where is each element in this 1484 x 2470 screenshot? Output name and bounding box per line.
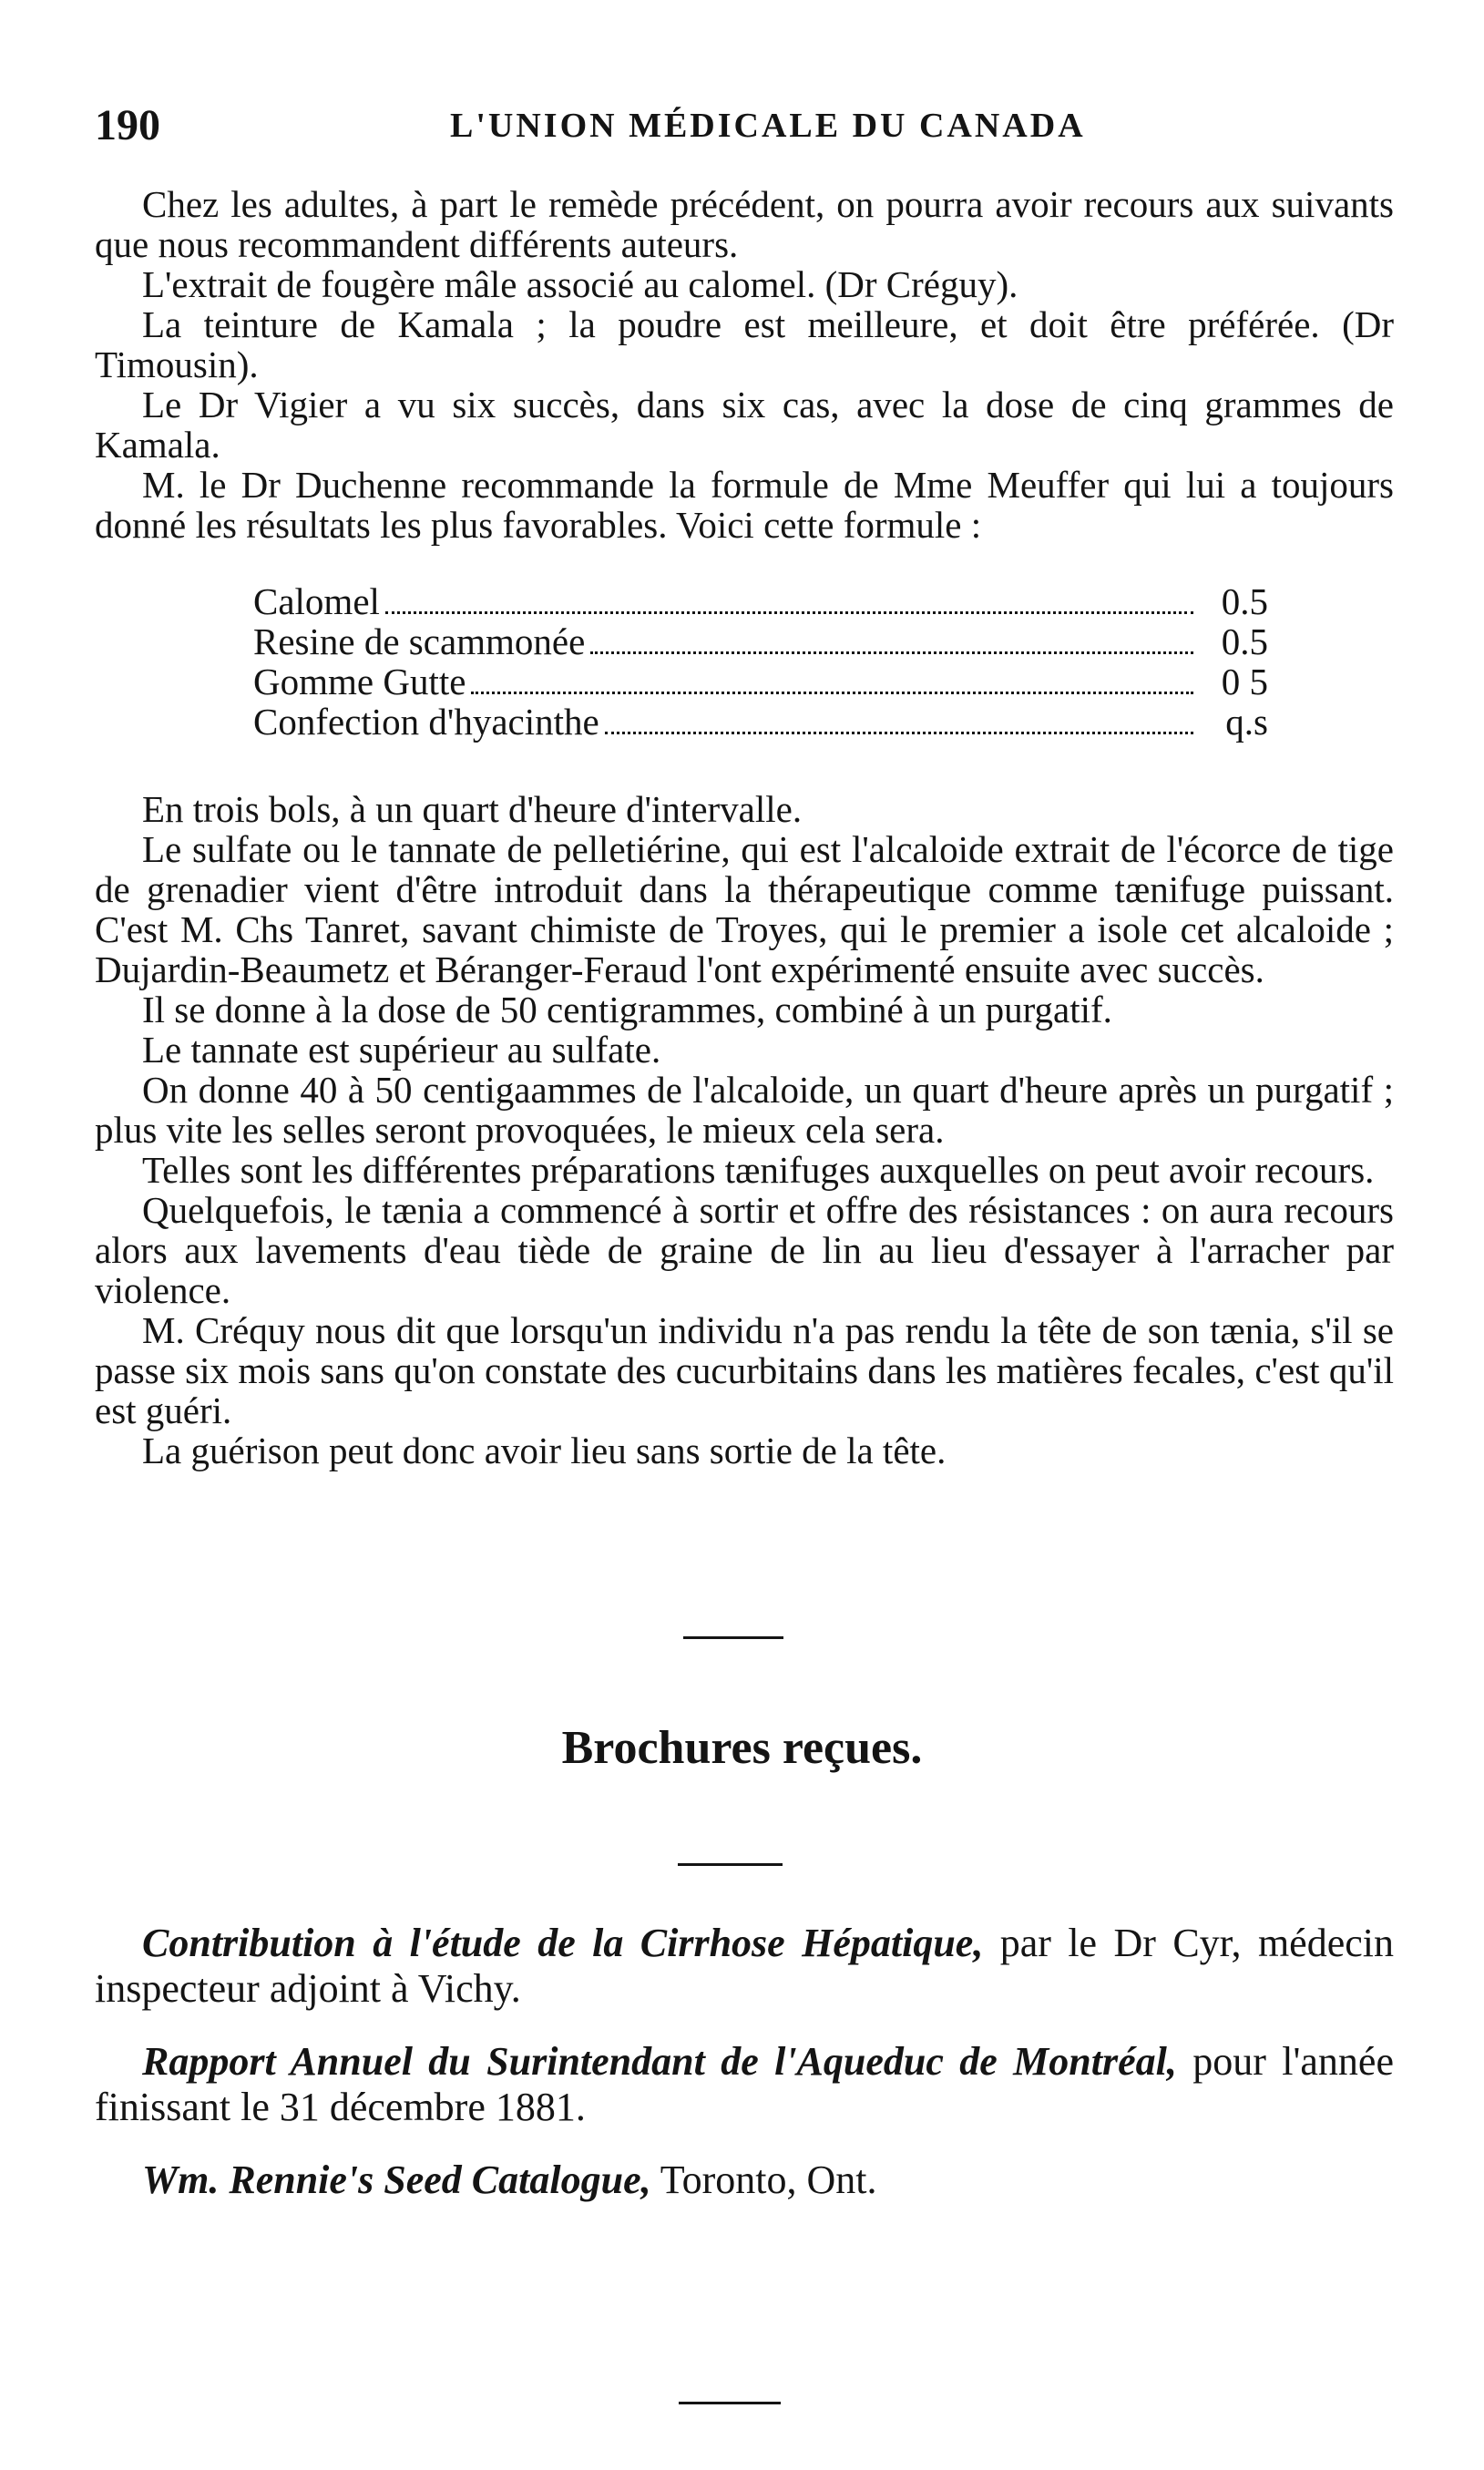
formula-ingredient: Resine de scammonée — [253, 620, 586, 662]
brochure-title: Wm. Rennie's Seed Catalogue, — [142, 2157, 651, 2202]
paragraph: Il se donne à la dose de 50 centigrammes, combiné à un purgatif. — [142, 989, 1112, 1030]
paragraph: Telles sont les différentes préparations tænifuges auxquelles on peut avoir recours. — [142, 1149, 1375, 1191]
formula-row — [253, 702, 1268, 742]
paragraph: En trois bols, à un quart d'heure d'intervalle. — [142, 788, 803, 830]
dot-leader — [590, 651, 1193, 654]
section-divider — [683, 1636, 783, 1639]
paragraph: M. le Dr Duchenne recommande la formule de Mme Meuffer qui lui a toujours donné les résultats les plus favorables. Voici cette formule : — [95, 464, 1394, 546]
brochure-entry — [95, 1921, 1394, 2012]
paragraph: Le Dr Vigier a vu six succès, dans six cas, avec la dose de cinq grammes de Kamala. — [95, 384, 1394, 466]
brochure-details: Toronto, Ont. — [650, 2157, 877, 2202]
running-head: L'UNION MÉDICALE DU CANADA — [450, 107, 1086, 145]
section-title: Brochures reçues. — [561, 1722, 923, 1774]
paragraph: Le sulfate ou le tannate de pelletiérine, qui est l'alcaloide extrait de l'écorce de tige de grenadier vient d'être introduit dans la thérapeutique comme tænifuge puissant. C'est M. Chs Tanret, savant chimiste de Troyes, qui le premier a isole cet alcaloide ; Dujardin-Beaumetz et Béranger-Feraud l'ont expérimenté ensuite avec succès. — [95, 828, 1394, 990]
brochure-title: Contribution à l'étude de la Cirrhose Hépatique, — [142, 1921, 984, 1965]
formula-table — [253, 581, 1268, 742]
brochure-list — [95, 1921, 1394, 2230]
formula-row — [253, 621, 1268, 661]
page-number: 190 — [95, 101, 160, 149]
paragraph: M. Créquy nous dit que lorsqu'un individu n'a pas rendu la tête de son tænia, s'il se passe six mois sans qu'on constate des cucurbitains dans les matières fecales, c'est qu'il est guéri. — [95, 1309, 1394, 1431]
brochure-details: pour l'année finissant le 31 décembre 1881. — [95, 2039, 1394, 2129]
body-text-after-formula — [95, 789, 1394, 1471]
brochure-entry — [95, 2157, 1394, 2203]
section-divider — [679, 2402, 781, 2404]
paragraph: Quelquefois, le tænia a commencé à sortir et offre des résistances : on aura recours alors aux lavements d'eau tiède de graine de lin au lieu d'essayer à l'arracher par violence. — [95, 1189, 1394, 1311]
body-text-before-formula — [95, 184, 1394, 545]
paragraph: L'extrait de fougère mâle associé au calomel. (Dr Créguy). — [142, 263, 1018, 305]
page-header — [95, 98, 1407, 153]
formula-quantity: 0.5 — [1221, 580, 1268, 622]
formula-ingredient: Calomel — [253, 580, 380, 622]
brochure-title: Rapport Annuel du Surintendant de l'Aqueduc de Montréal, — [142, 2039, 1177, 2084]
dot-leader — [605, 732, 1193, 734]
formula-ingredient: Confection d'hyacinthe — [253, 701, 599, 743]
dot-leader — [385, 611, 1193, 614]
brochure-details: par le Dr Cyr, médecin inspecteur adjoint à Vichy. — [95, 1921, 1394, 2011]
paragraph: La guérison peut donc avoir lieu sans sortie de la tête. — [142, 1430, 947, 1471]
paragraph: On donne 40 à 50 centigaammes de l'alcaloide, un quart d'heure après un purgatif ; plus vite les selles seront provoquées, le mieux cela sera. — [95, 1069, 1394, 1151]
paragraph: Chez les adultes, à part le remède précédent, on pourra avoir recours aux suivants que nous recommandent différents auteurs. — [95, 183, 1394, 265]
formula-row — [253, 661, 1268, 702]
section-divider — [678, 1863, 783, 1866]
formula-row — [253, 581, 1268, 621]
brochure-entry — [95, 2039, 1394, 2130]
paragraph: Le tannate est supérieur au sulfate. — [142, 1029, 661, 1071]
formula-quantity: 0.5 — [1221, 620, 1268, 662]
dot-leader — [471, 692, 1193, 694]
formula-quantity: q.s — [1225, 701, 1268, 743]
paragraph: La teinture de Kamala ; la poudre est meilleure, et doit être préférée. (Dr Timousin). — [95, 303, 1394, 385]
formula-ingredient: Gomme Gutte — [253, 661, 466, 702]
formula-quantity: 0 5 — [1221, 661, 1268, 702]
